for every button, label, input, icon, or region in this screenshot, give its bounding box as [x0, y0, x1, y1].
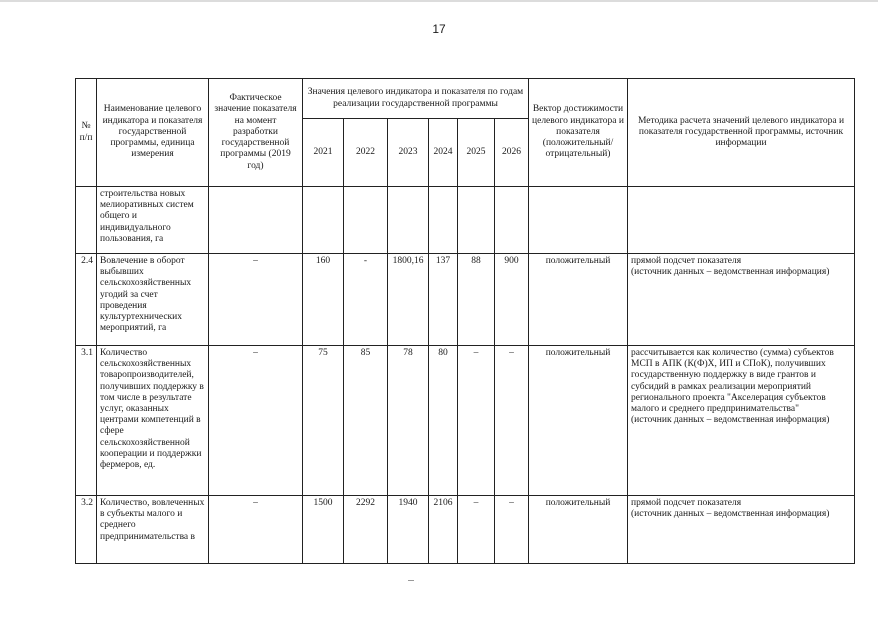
row-value: [495, 187, 529, 254]
header-year: 2026: [495, 119, 529, 187]
row-num: 3.2: [76, 496, 97, 564]
row-vector: положительный: [529, 496, 628, 564]
table-row: [76, 346, 855, 496]
table-row: [76, 496, 855, 564]
row-value: 900: [495, 254, 529, 346]
row-value: -: [344, 254, 388, 346]
row-name: Количество сельскохозяйственных товаропроизводителей, получивших поддержку в том числе в результате услуг, оказанных центрами компетенций в сфере сельскохозяйственной кооперации и поддержки фермеров, ед.: [97, 346, 209, 496]
row-actual: –: [209, 496, 303, 564]
row-vector: положительный: [529, 346, 628, 496]
page-number: 17: [432, 22, 446, 36]
row-name: Количество, вовлеченных в субъекты малого и среднего предпринимательства в: [97, 496, 209, 564]
header-year: 2023: [388, 119, 429, 187]
header-year: 2024: [429, 119, 458, 187]
header-values-group: Значения целевого индикатора и показателя по годам реализации государственной программы: [303, 79, 529, 119]
row-value: 75: [303, 346, 344, 496]
row-value: –: [458, 346, 495, 496]
row-vector: положительный: [529, 254, 628, 346]
header-year: 2021: [303, 119, 344, 187]
row-value: 1940: [388, 496, 429, 564]
row-num: 3.1: [76, 346, 97, 496]
row-actual: –: [209, 346, 303, 496]
indicators-table: [75, 78, 855, 564]
row-value: 85: [344, 346, 388, 496]
table-row: [76, 254, 855, 346]
header-actual: Фактическое значение показателя на момент разработки государственной программы (2019 год): [209, 79, 303, 187]
row-name: строительства новых мелиоративных систем общего и индивидуального пользования, га: [97, 187, 209, 254]
row-actual: [209, 187, 303, 254]
row-value: [303, 187, 344, 254]
header-vector: Вектор достижимости целевого индикатора и показателя (положительный/ отрицательный): [529, 79, 628, 187]
row-value: 1800,16: [388, 254, 429, 346]
row-value: –: [495, 346, 529, 496]
row-method: прямой подсчет показателя (источник данных – ведомственная информация): [628, 254, 855, 346]
row-value: 88: [458, 254, 495, 346]
row-name: Вовлечение в оборот выбывших сельскохозяйственных угодий за счет проведения культуртехнических мероприятий, га: [97, 254, 209, 346]
row-value: 1500: [303, 496, 344, 564]
header-year: 2025: [458, 119, 495, 187]
header-name: Наименование целевого индикатора и показателя государственной программы, единица измерения: [97, 79, 209, 187]
row-value: 2292: [344, 496, 388, 564]
row-value: [388, 187, 429, 254]
row-vector: [529, 187, 628, 254]
scan-edge: [0, 0, 878, 2]
row-value: –: [458, 496, 495, 564]
row-value: 137: [429, 254, 458, 346]
header-year: 2022: [344, 119, 388, 187]
row-value: [344, 187, 388, 254]
scan-mark: [408, 580, 414, 581]
row-num: [76, 187, 97, 254]
row-value: 78: [388, 346, 429, 496]
row-method: [628, 187, 855, 254]
row-value: –: [495, 496, 529, 564]
row-actual: –: [209, 254, 303, 346]
row-method: рассчитывается как количество (сумма) субъектов МСП в АПК (К(Ф)Х, ИП и СПоК), получивших государственную поддержку в виде грантов и субсидий в рамках реализации мероприятий регионального проекта "Акселерация субъектов малого и среднего предпринимательства" (источник данных – ведомственная информация): [628, 346, 855, 496]
row-value: [429, 187, 458, 254]
row-value: [458, 187, 495, 254]
row-value: 80: [429, 346, 458, 496]
table-row: [76, 187, 855, 254]
row-value: 160: [303, 254, 344, 346]
row-num: 2.4: [76, 254, 97, 346]
row-method: прямой подсчет показателя (источник данных – ведомственная информация): [628, 496, 855, 564]
header-method: Методика расчета значений целевого индикатора и показателя государственной программы, источник информации: [628, 79, 855, 187]
row-value: 2106: [429, 496, 458, 564]
header-num: № п/п: [76, 79, 97, 187]
